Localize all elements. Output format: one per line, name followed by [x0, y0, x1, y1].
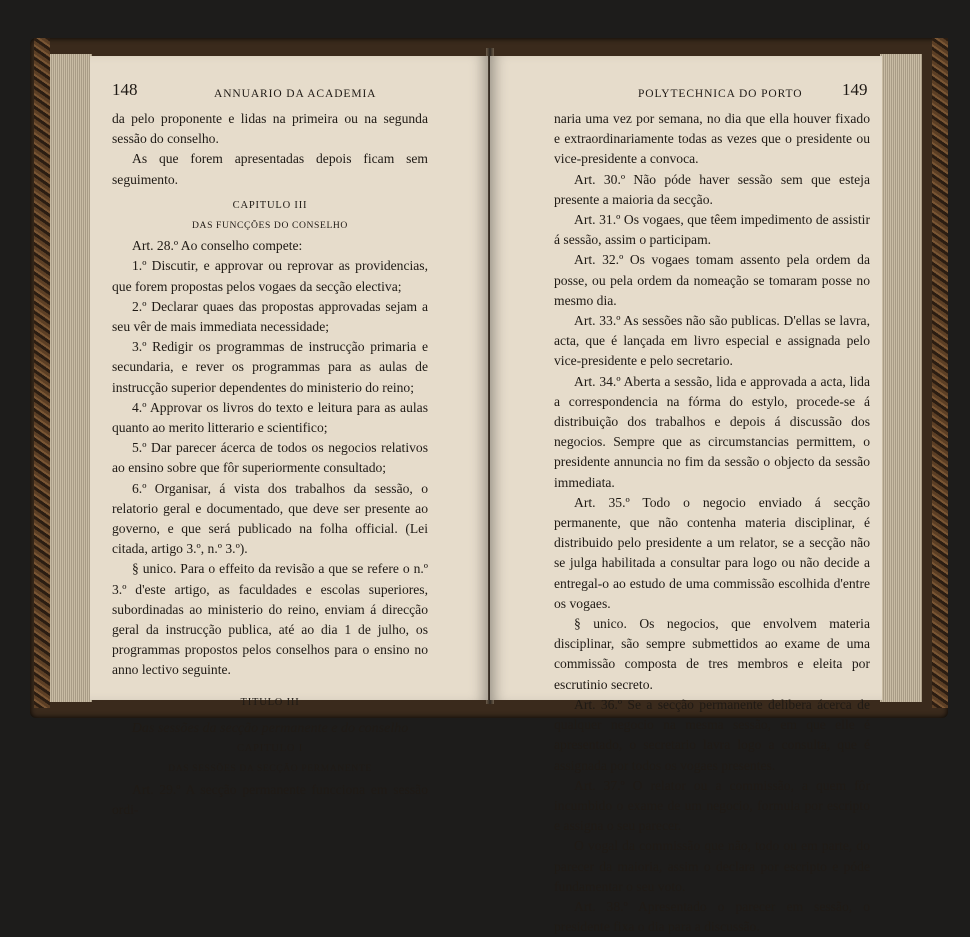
page-number: 148 — [112, 80, 138, 99]
running-header: POLYTECHNICA DO PORTO — [638, 88, 803, 100]
marbled-edge-right — [932, 38, 948, 708]
marbled-edge-left — [34, 38, 50, 708]
article: 1.º Discutir, e approvar ou reprovar as providencias, que forem propostas pelos vogaes da secção electiva; — [112, 258, 428, 294]
paragraph: Art. 37.º O relator ou a commissão, a quem fôr incumbido o exame de um negocio, formula por escripto e assigna o seu parecer. — [554, 777, 870, 834]
paragraph: da pelo proponente e lidas na primeira ou na segunda sessão do conselho. — [112, 111, 428, 147]
right-page — [490, 56, 882, 935]
paragraph: Art. 34.º Aberta a sessão, lida e approvada a acta, lida a correspondencia na fórma do estylo, procede-se á distribuição dos trabalhos e depois á discussão dos negocios. Sempre que as circumstancias permittem, o presidente annuncia no fim da sessão o objecto da sessão immediata. — [554, 373, 870, 490]
running-header: ANNUARIO DA ACADEMIA — [214, 88, 377, 100]
article: § unico. Para o effeito da revisão a que se refere o n.º 3.º d'este artigo, as faculdades e escolas superiores, subordinadas ao ministerio do reino, enviam á direcção geral da instrucção publica, até ao dia 1 de julho, os programmas propostos pelos conselhos para o ensino no anno lectivo seguinte. — [112, 561, 428, 678]
paragraph: O vogal da commissão que não, todo ou em parte, do parecer da maioria, assim o declara por escripto e póde fundamentar o seu voto. — [554, 838, 870, 894]
article: Art. 28.º Ao conselho compete: — [132, 238, 303, 254]
chapter-heading: CAPITULO III — [232, 199, 308, 211]
paragraph: § unico. Os negocios, que envolvem materia disciplinar, são sempre submettidos ao exame de uma commissão composta de tres membros e eleita por escrutinio secreto. — [554, 616, 870, 692]
title-heading: TITULO III — [240, 696, 300, 708]
paragraph: Art. 32.º Os vogaes tomam assento pela ordem da posse, ou pela ordem da nomeação se tomaram posse no mesmo dia. — [554, 252, 870, 308]
chapter-heading: CAPITULO I — [236, 743, 304, 755]
paragraph: Art. 35.º Todo o negocio enviado á secção permanente, que não contenha materia disciplinar, é distribuido pelo presidente a um relator, se a secção não se julga habilitada a consultar para logo ou não decide a entregal-o ao estudo de uma commissão escolhida d'entre os vogaes. — [554, 494, 870, 611]
paragraph: Art. 31.º Os vogaes, que têem impedimento de assistir á sessão, assim o participam. — [554, 212, 870, 248]
paragraph: Art. 38.º Apresentado o parecer em sessão, o presidente fixa o dia para a discussão. — [554, 898, 870, 935]
article: 5.º Dar parecer ácerca de todos os negocios relativos ao ensino sobre que fôr superiormente consultado; — [112, 440, 428, 476]
article: 2.º Declarar quaes das propostas approvadas sejam a seu vêr de mais immediata necessidade; — [112, 298, 428, 335]
paragraph: Art. 30.º Não póde haver sessão sem que esteja presente a maioria da secção. — [554, 171, 870, 207]
article: 3.º Redigir os programmas de instrucção primaria e secundaria, e rever os programmas para as aulas de instrucção superior dependentes do ministerio do reino; — [112, 339, 428, 395]
right-page-text — [554, 109, 870, 937]
paragraph: naria uma vez por semana, no dia que ella houver fixado e extraordinariamente todas as vezes que o presidente ou vice-presidente a convoca. — [554, 111, 870, 167]
article: 6.º Organisar, á vista dos trabalhos da sessão, o relatorio geral e documentado, que deve ser presente ao governo, e que será publicado na folha official. (Lei citada, artigo 3.º, n.º 3.º). — [112, 480, 428, 557]
page-block-right — [880, 54, 922, 702]
paragraph: As que forem apresentadas depois ficam sem seguimento. — [112, 151, 428, 187]
chapter-subheading: DAS SESSÕES DA SECÇÃO PERMANENTE — [168, 763, 372, 775]
left-page — [90, 56, 488, 817]
paragraph: Art. 29.º A secção permanente funcciona em sessão ordi- — [112, 781, 428, 817]
left-page-text — [112, 109, 428, 820]
paragraph: Art. 33.º As sessões não são publicas. D'ellas se lavra, acta, que é lançada em livro especial e assignada pelo vice-presidente e pelo secretario. — [554, 313, 870, 369]
paragraph: Art. 36.º Se a secção permanente delibera ácerca de qualquer negocio na mesma sessão, em que elle é apresentado, o secretario lavra logo a consulta, que é assignada por todos os vogaes presentes. — [554, 696, 870, 773]
title-subheading: Das sessões da secção permanente e do conselho — [131, 720, 409, 736]
page-number: 149 — [842, 80, 868, 99]
page-block-left — [50, 54, 92, 702]
chapter-subheading: DAS FUNCÇÕES DO CONSELHO — [192, 220, 348, 232]
article: 4.º Approvar os livros do texto e leitura para as aulas quanto ao merito litterario e scientifico; — [112, 399, 428, 436]
